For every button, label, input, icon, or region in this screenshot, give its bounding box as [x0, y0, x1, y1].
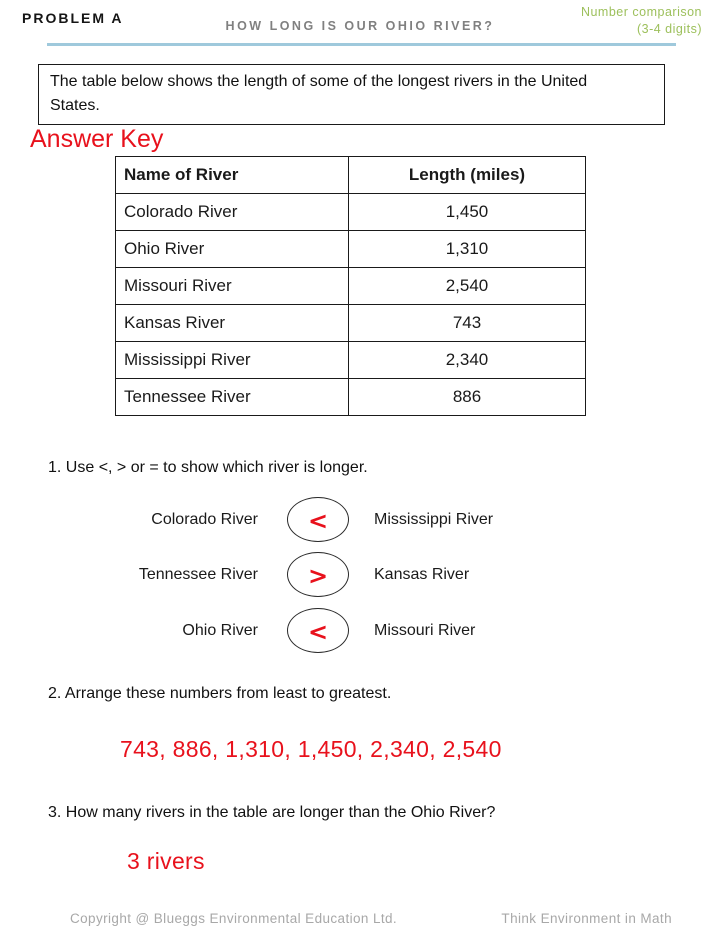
comparison-symbol: < — [307, 506, 329, 535]
question-2-answer: 743, 886, 1,310, 1,450, 2,340, 2,540 — [120, 736, 502, 762]
answer-oval — [287, 552, 349, 597]
table-header-row — [116, 157, 586, 194]
table-row — [116, 379, 586, 416]
answer-key-label: Answer Key — [30, 125, 164, 153]
comparison-left-river: Ohio River — [182, 622, 258, 639]
answer-oval — [287, 497, 349, 542]
problem-label: PROBLEM A — [22, 10, 124, 26]
river-name-cell: Tennessee River — [116, 379, 349, 416]
river-length-cell: 1,450 — [349, 194, 586, 231]
table-row — [116, 342, 586, 379]
question-1-text: 1. Use <, > or = to show which river is longer. — [48, 459, 368, 476]
comparison-row — [0, 497, 720, 543]
topic-label — [581, 4, 702, 38]
table-row — [116, 194, 586, 231]
copyright-text: Copyright @ Blueggs Environmental Education Ltd. — [70, 911, 398, 926]
question-3-text: 3. How many rivers in the table are longer than the Ohio River? — [48, 804, 496, 821]
comparison-left-river: Tennessee River — [138, 566, 258, 583]
question-3-answer: 3 rivers — [127, 848, 205, 874]
comparison-row — [0, 608, 720, 654]
river-name-cell: Missouri River — [116, 268, 349, 305]
comparison-right-river: Kansas River — [374, 566, 470, 583]
header-divider-line — [47, 43, 676, 46]
comparison-right-river: Missouri River — [374, 622, 476, 639]
topic-line-2: (3-4 digits) — [636, 22, 702, 36]
river-length-cell: 886 — [349, 379, 586, 416]
table-row — [116, 231, 586, 268]
page-title: HOW LONG IS OUR OHIO RIVER? — [225, 19, 495, 33]
river-length-cell: 2,540 — [349, 268, 586, 305]
table-row — [116, 305, 586, 342]
river-name-cell: Ohio River — [116, 231, 349, 268]
table-row — [116, 268, 586, 305]
river-length-cell: 743 — [349, 305, 586, 342]
topic-line-1: Number comparison — [580, 5, 702, 19]
column-header-name: Name of River — [116, 157, 349, 194]
river-length-cell: 1,310 — [349, 231, 586, 268]
comparison-symbol: < — [307, 617, 329, 646]
comparison-left-river: Colorado River — [151, 511, 258, 528]
comparison-right-river: Mississippi River — [374, 511, 494, 528]
river-name-cell: Mississippi River — [116, 342, 349, 379]
river-length-cell: 2,340 — [349, 342, 586, 379]
column-header-length: Length (miles) — [349, 157, 586, 194]
comparison-symbol: > — [307, 561, 329, 590]
answer-oval — [287, 608, 349, 653]
rivers-table — [115, 156, 586, 416]
footer-tagline: Think Environment in Math — [501, 911, 672, 926]
comparison-row — [0, 552, 720, 598]
intro-text-box: The table below shows the length of some of the longest rivers in the United States. — [38, 64, 665, 125]
river-name-cell: Kansas River — [116, 305, 349, 342]
question-2-text: 2. Arrange these numbers from least to greatest. — [48, 685, 392, 702]
river-name-cell: Colorado River — [116, 194, 349, 231]
